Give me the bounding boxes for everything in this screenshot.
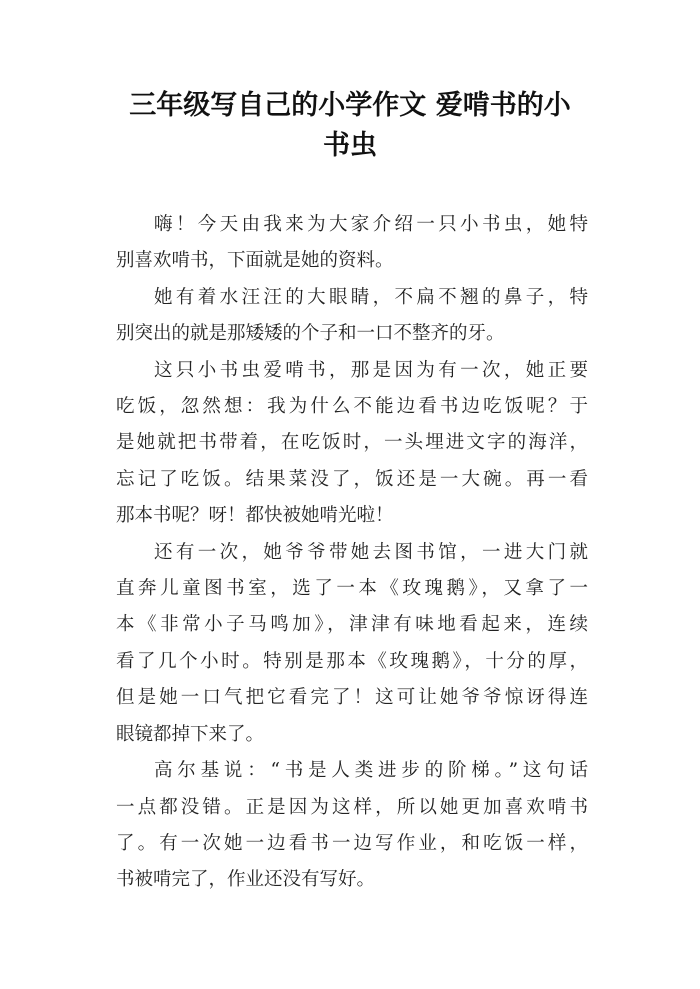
text-line: 书被啃完了，作业还没有写好。 — [116, 869, 376, 891]
text-line: 直奔儿童图书室，选了一本《玫瑰鹅》，又拿了一 — [116, 578, 588, 600]
title-line-1: 三年级写自己的小学作文 爱啃书的小 — [129, 90, 571, 121]
text-line: 了。有一次她一边看书一边写作业，和吃饭一样， — [116, 832, 588, 854]
text-line: 别喜欢啃书，下面就是她的资料。 — [116, 250, 394, 272]
text-line: 还有一次，她爷爷带她去图书馆，一进大门就 — [154, 541, 588, 563]
document-title — [100, 86, 600, 166]
paragraph-1 — [116, 207, 588, 280]
text-line: 看了几个小时。特别是那本《玫瑰鹅》，十分的厚， — [116, 650, 588, 672]
text-line: 那本书呢？呀！都快被她啃光啦！ — [116, 505, 394, 527]
text-line: 高尔基说：“书是人类进步的阶梯。”这句话 — [154, 760, 588, 782]
title-line-2: 书虫 — [323, 130, 377, 161]
document-body — [116, 207, 588, 899]
paragraph-5 — [116, 753, 588, 899]
text-line: 吃饭，忽然想：我为什么不能边看书边吃饭呢？于 — [116, 396, 588, 418]
text-line: 这只小书虫爱啃书，那是因为有一次，她正要 — [154, 359, 588, 381]
paragraph-4 — [116, 535, 588, 753]
text-line: 她有着水汪汪的大眼睛，不扁不翘的鼻子，特 — [154, 286, 588, 308]
text-line: 一点都没错。正是因为这样，所以她更加喜欢啃书 — [116, 796, 588, 818]
paragraph-2 — [116, 280, 588, 353]
text-line: 忘记了吃饭。结果菜没了，饭还是一大碗。再一看 — [116, 468, 588, 490]
text-line: 眼镜都掉下来了。 — [116, 723, 265, 745]
text-line: 本《非常小子马鸣加》，津津有味地看起来，连续 — [116, 614, 588, 636]
text-line: 是她就把书带着，在吃饭时，一头埋进文字的海洋， — [116, 432, 588, 454]
text-line: 但是她一口气把它看完了！这可让她爷爷惊讶得连 — [116, 687, 588, 709]
paragraph-3 — [116, 353, 588, 535]
text-line: 别突出的就是那矮矮的个子和一口不整齐的牙。 — [116, 323, 505, 345]
text-line: 嗨！今天由我来为大家介绍一只小书虫，她特 — [154, 214, 588, 235]
